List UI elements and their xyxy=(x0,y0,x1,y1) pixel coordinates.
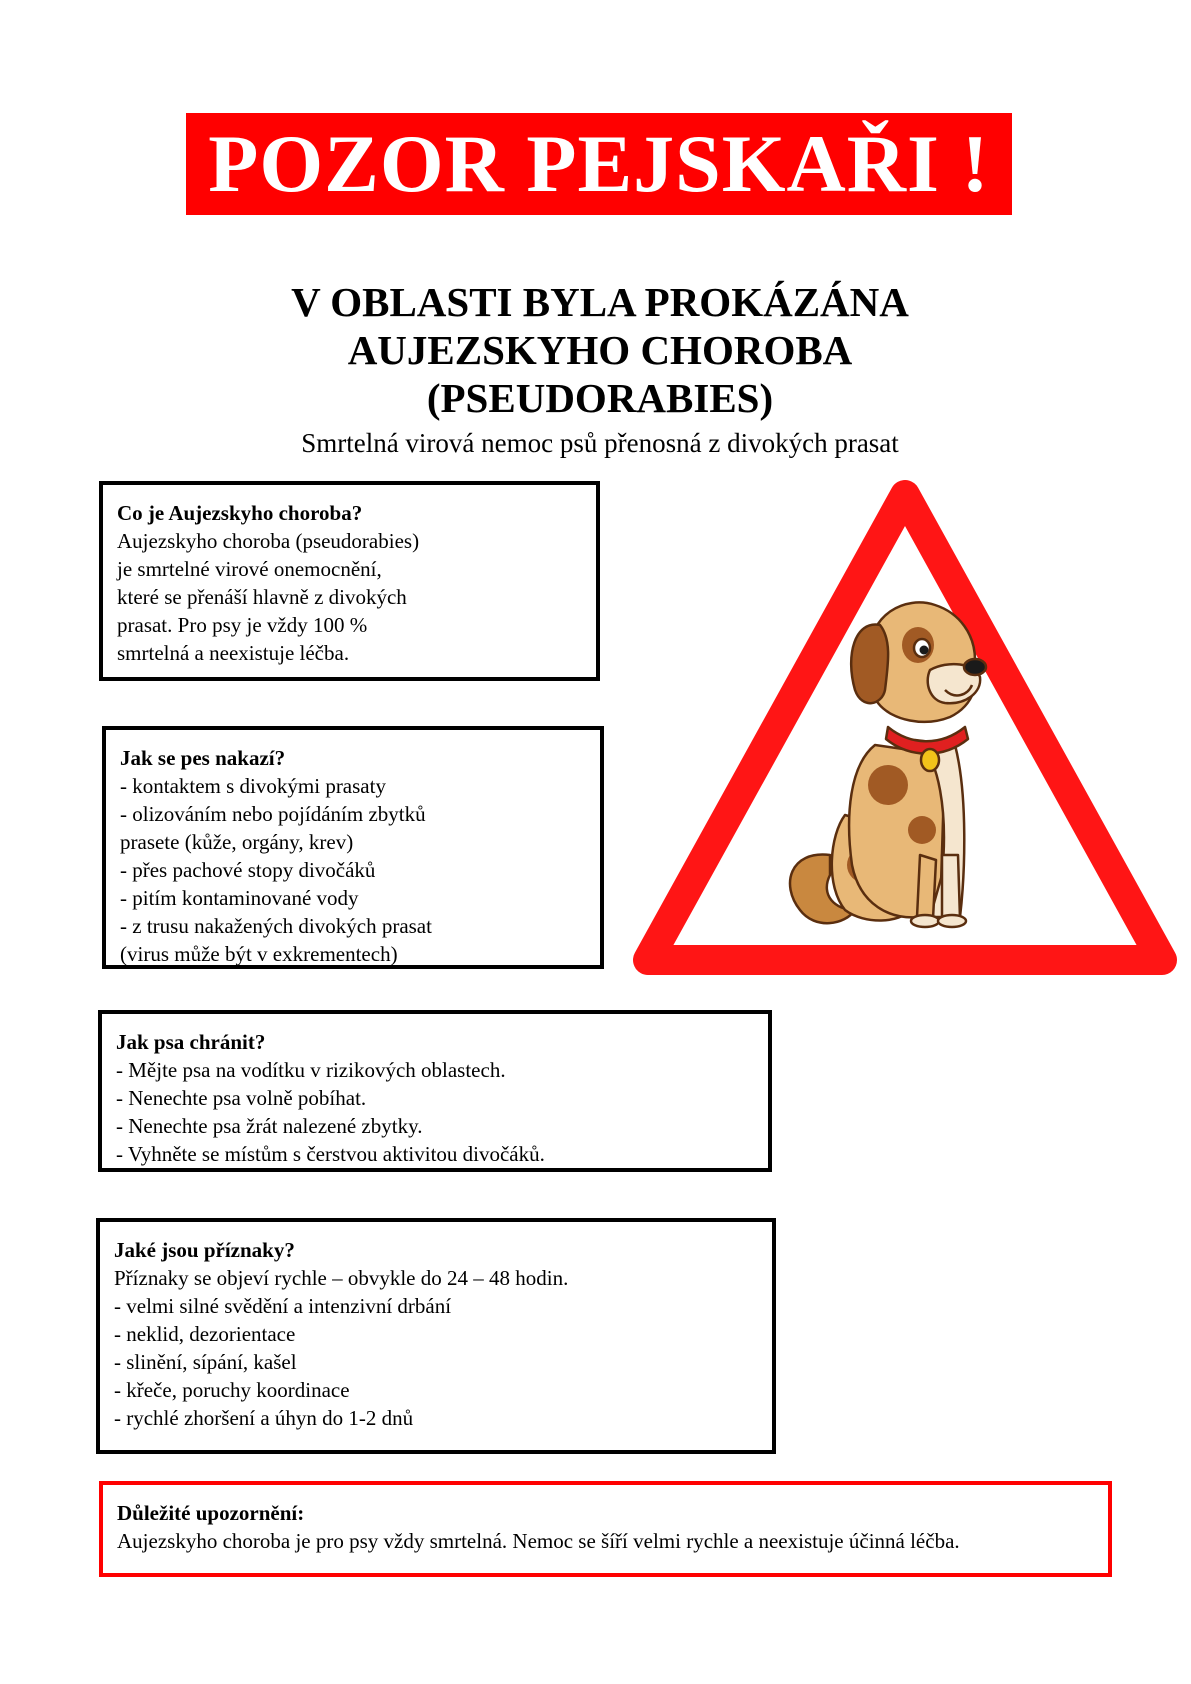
box-line: - velmi silné svědění a intenzivní drbání xyxy=(114,1294,452,1318)
box-line: je smrtelné virové onemocnění, xyxy=(117,557,382,581)
box-line: - rychlé zhoršení a úhyn do 1-2 dnů xyxy=(114,1406,414,1430)
box-line: - olizováním nebo pojídáním zbytků xyxy=(120,802,426,826)
box-line: - přes pachové stopy divočáků xyxy=(120,858,376,882)
box-line: Aujezskyho choroba je pro psy vždy smrtelná. Nemoc se šíří velmi rychle a neexistuje účinná léčba. xyxy=(117,1529,960,1553)
headline-line: (PSEUDORABIES) xyxy=(426,375,774,421)
box-line: prasete (kůže, orgány, krev) xyxy=(120,830,354,854)
warning-triangle-dog-icon xyxy=(630,455,1180,985)
box-title: Důležité upozornění: xyxy=(117,1501,305,1525)
box-title: Jaké jsou příznaky? xyxy=(114,1238,295,1262)
box-line: Příznaky se objeví rychle – obvykle do 24 – 48 hodin. xyxy=(114,1266,569,1290)
headline-line: AUJEZSKYHO CHOROBA xyxy=(347,327,853,373)
box-title: Co je Aujezskyho choroba? xyxy=(117,501,363,525)
info-box-symptoms xyxy=(96,1218,776,1454)
box-line: - Nenechte psa žrát nalezené zbytky. xyxy=(116,1114,423,1138)
box-line: - Mějte psa na vodítku v rizikových oblastech. xyxy=(116,1058,506,1082)
box-line: prasat. Pro psy je vždy 100 % xyxy=(117,613,368,637)
info-box-warning xyxy=(99,1481,1112,1577)
subtitle: Smrtelná virová nemoc psů přenosná z divokých prasat xyxy=(301,428,899,458)
box-line: (virus může být v exkrementech) xyxy=(120,942,398,966)
box-line: Aujezskyho choroba (pseudorabies) xyxy=(117,529,420,553)
box-line: - slinění, sípání, kašel xyxy=(114,1350,297,1374)
box-line: - křeče, poruchy koordinace xyxy=(114,1378,350,1402)
box-line: - neklid, dezorientace xyxy=(114,1322,296,1346)
headline-line: V OBLASTI BYLA PROKÁZÁNA xyxy=(291,279,909,325)
box-line: - z trusu nakažených divokých prasat xyxy=(120,914,432,938)
info-box-what xyxy=(99,481,600,681)
box-line: smrtelná a neexistuje léčba. xyxy=(117,641,350,665)
box-title: Jak psa chránit? xyxy=(116,1030,266,1054)
box-line: - Vyhněte se místům s čerstvou aktivitou divočáků. xyxy=(116,1142,545,1166)
box-line: které se přenáší hlavně z divokých xyxy=(117,585,407,609)
info-box-protect xyxy=(98,1010,772,1172)
info-box-infection xyxy=(102,726,604,969)
box-line: - Nenechte psa volně pobíhat. xyxy=(116,1086,367,1110)
box-line: - pitím kontaminované vody xyxy=(120,886,359,910)
warning-banner: POZOR PEJSKAŘI ! xyxy=(186,113,1012,215)
headline xyxy=(150,278,1050,422)
box-title: Jak se pes nakazí? xyxy=(120,746,286,770)
box-line: - kontaktem s divokými prasaty xyxy=(120,774,386,798)
